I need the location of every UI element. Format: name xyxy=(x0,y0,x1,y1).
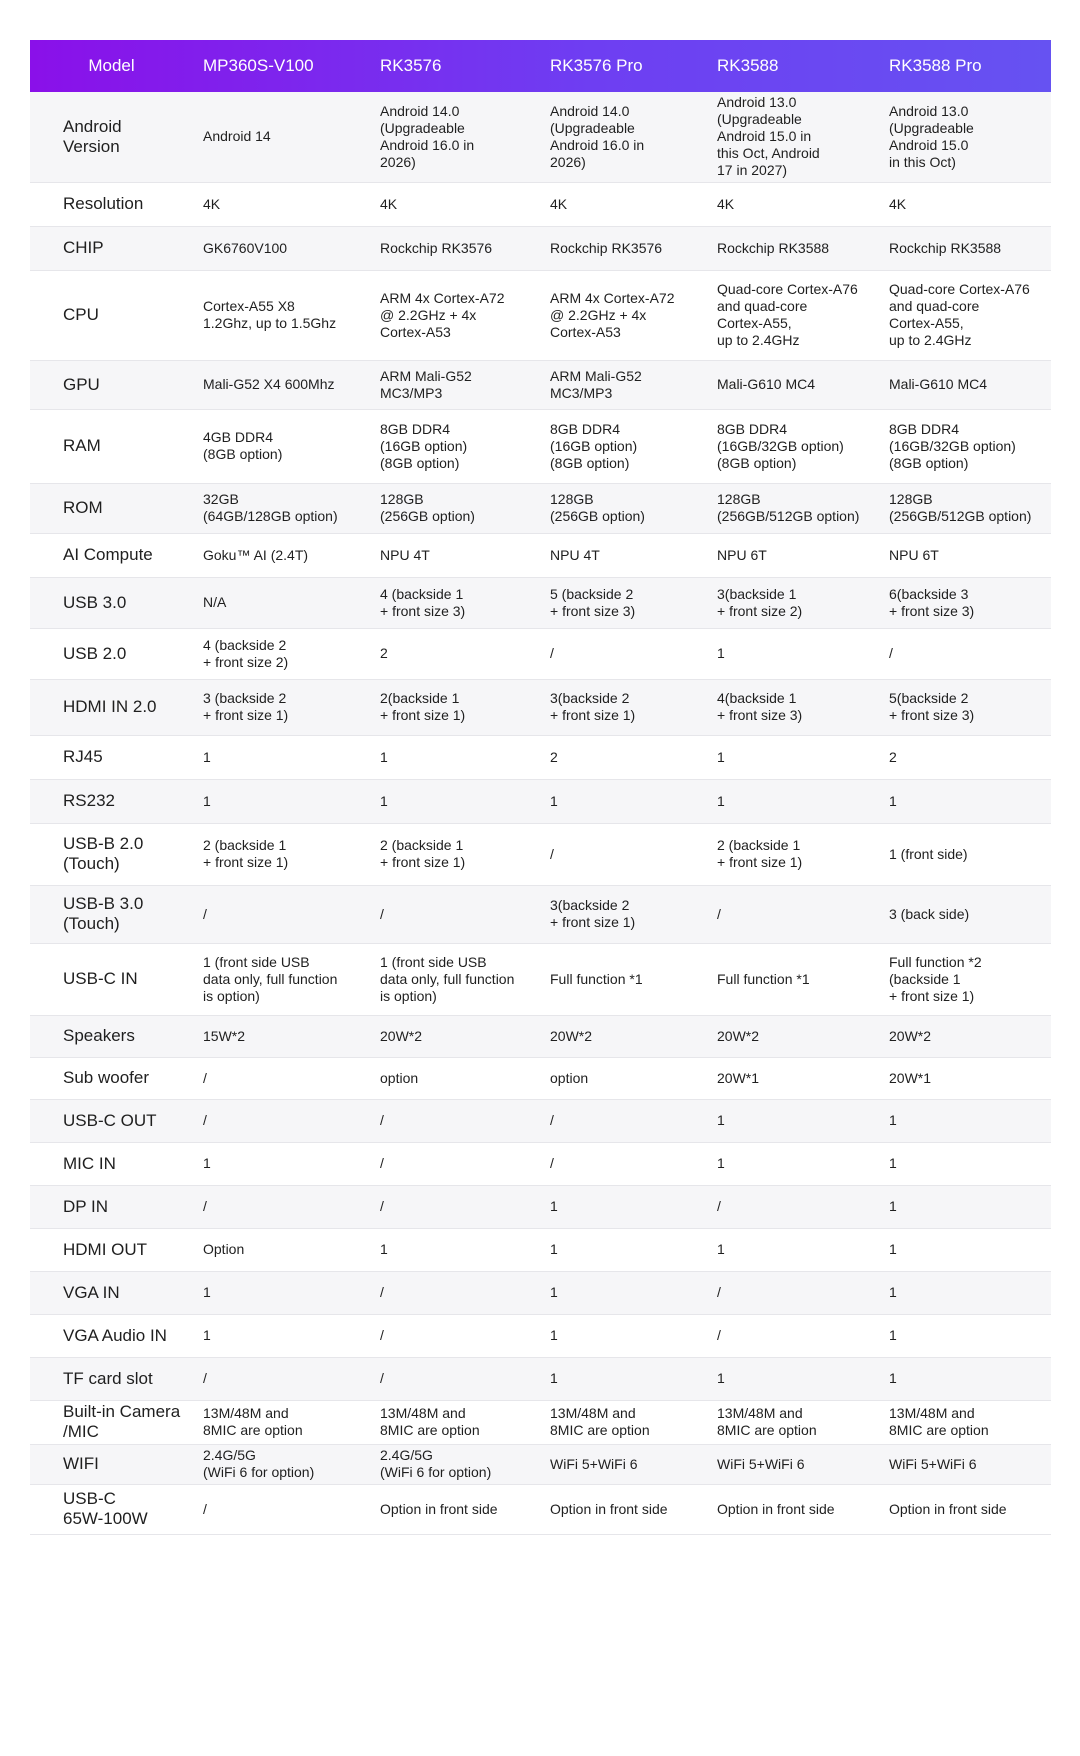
table-cell: / xyxy=(203,1112,207,1128)
table-cell: Android 14 xyxy=(203,128,271,145)
table-cell: / xyxy=(550,1112,554,1128)
table-row xyxy=(30,885,1051,943)
table-cell: 1 xyxy=(889,792,897,809)
table-cell: 1 xyxy=(889,1370,897,1386)
table-row xyxy=(30,679,1051,735)
table-cell: Mali-G52 X4 600Mhz xyxy=(203,376,335,392)
row-label: USB 2.0 xyxy=(63,643,127,663)
table-cell: 1 xyxy=(203,748,211,765)
table-cell: 13M/48M and 8MIC are option xyxy=(717,1405,817,1438)
table-cell: / xyxy=(203,1069,207,1086)
table-cell: 4(backside 1 + front size 3) xyxy=(717,690,803,723)
table-cell: 4 (backside 1 + front size 3) xyxy=(380,585,466,619)
header-rk3588-pro: RK3588 Pro xyxy=(889,56,982,75)
table-cell: 20W*2 xyxy=(889,1027,932,1044)
table-cell: / xyxy=(380,1284,384,1300)
row-label: CPU xyxy=(63,305,99,324)
row-label: GPU xyxy=(63,374,100,394)
table-cell: 4 (backside 2 + front size 2) xyxy=(203,636,289,670)
table-cell: 1 xyxy=(717,1370,725,1386)
spec-table xyxy=(30,40,1051,1535)
table-cell: 3 (back side) xyxy=(889,905,970,922)
table-row xyxy=(30,577,1051,628)
spec-comparison xyxy=(30,40,1051,1535)
table-cell: 1 xyxy=(203,1284,211,1300)
table-row xyxy=(30,1228,1051,1271)
table-row xyxy=(30,483,1051,533)
table-cell: ARM Mali-G52 MC3/MP3 xyxy=(380,367,472,401)
table-cell: 8GB DDR4 (16GB/32GB option) (8GB option) xyxy=(717,420,844,471)
table-cell: 3(backside 2 + front size 1) xyxy=(550,897,636,930)
table-cell: 128GB (256GB option) xyxy=(380,491,475,524)
table-cell: 1 xyxy=(717,1112,725,1128)
table-cell: 2.4G/5G (WiFi 6 for option) xyxy=(203,1447,315,1480)
table-cell: 1 (front side USB data only, full function is option) xyxy=(203,953,338,1004)
table-row xyxy=(30,1357,1051,1400)
table-cell: 20W*1 xyxy=(717,1069,760,1086)
table-row xyxy=(30,1057,1051,1099)
table-cell: 3(backside 1 + front size 2) xyxy=(717,585,803,619)
table-cell: 1 xyxy=(203,792,211,809)
table-cell: 128GB (256GB/512GB option) xyxy=(717,491,860,524)
table-cell: 8GB DDR4 (16GB option) (8GB option) xyxy=(380,420,468,471)
table-cell: / xyxy=(380,1155,384,1171)
table-cell: 1 xyxy=(203,1155,211,1171)
table-cell: WiFi 5+WiFi 6 xyxy=(889,1455,977,1472)
table-cell: Android 14.0 (Upgradeable Android 16.0 in 2026) xyxy=(380,102,475,170)
table-cell: WiFi 5+WiFi 6 xyxy=(550,1455,638,1472)
table-cell: 4K xyxy=(889,195,907,212)
table-row xyxy=(30,533,1051,577)
row-label: USB-C IN xyxy=(63,969,138,988)
table-cell: 128GB (256GB option) xyxy=(550,491,645,524)
table-cell: GK6760V100 xyxy=(203,239,288,256)
table-cell: 2 xyxy=(380,645,388,661)
table-cell: 1 xyxy=(889,1198,897,1214)
table-cell: 1 xyxy=(380,1241,388,1257)
table-cell: 1 (front side USB data only, full function is option) xyxy=(380,953,515,1004)
table-cell: 1 xyxy=(550,792,558,809)
table-cell: 6(backside 3 + front size 3) xyxy=(889,585,975,619)
table-cell: 4K xyxy=(550,195,568,212)
table-cell: 1 xyxy=(550,1370,558,1386)
table-cell: 1 xyxy=(380,748,388,765)
table-cell: 1 xyxy=(203,1327,211,1343)
row-label: USB 3.0 xyxy=(63,592,127,612)
table-row xyxy=(30,1099,1051,1142)
table-cell: Quad-core Cortex-A76 and quad-core Cortex-A55, up to 2.4GHz xyxy=(717,281,858,348)
table-cell: / xyxy=(203,1500,207,1517)
table-cell: 1 (front side) xyxy=(889,845,968,862)
table-cell: Option xyxy=(203,1241,245,1257)
row-label: HDMI OUT xyxy=(63,1239,148,1259)
table-row xyxy=(30,226,1051,270)
table-cell: 8GB DDR4 (16GB option) (8GB option) xyxy=(550,420,638,471)
table-cell: / xyxy=(380,905,384,922)
table-cell: 4K xyxy=(203,195,221,212)
table-cell: 3(backside 2 + front size 1) xyxy=(550,690,636,723)
table-cell: Android 13.0 (Upgradeable Android 15.0 in this Oct) xyxy=(889,102,974,170)
table-cell: ARM 4x Cortex-A72 @ 2.2GHz + 4x Cortex-A53 xyxy=(380,289,505,340)
table-cell: 1 xyxy=(717,748,725,765)
table-cell: 1 xyxy=(550,1198,558,1214)
table-cell: N/A xyxy=(203,594,227,610)
table-cell: 1 xyxy=(889,1155,897,1171)
table-cell: 20W*1 xyxy=(889,1069,932,1086)
table-cell: 4K xyxy=(717,195,735,212)
table-cell: / xyxy=(203,1370,207,1386)
table-cell: 2.4G/5G (WiFi 6 for option) xyxy=(380,1447,492,1480)
table-cell: 1 xyxy=(550,1284,558,1300)
table-cell: Mali-G610 MC4 xyxy=(889,376,988,392)
row-label: ROM xyxy=(63,498,103,517)
table-row xyxy=(30,1484,1051,1534)
row-label: VGA IN xyxy=(63,1282,120,1302)
table-cell: / xyxy=(380,1112,384,1128)
header-rk3576: RK3576 xyxy=(380,56,442,75)
table-cell: / xyxy=(550,1155,554,1171)
row-label: CHIP xyxy=(63,238,104,257)
table-cell: Full function *1 xyxy=(717,970,810,987)
table-row xyxy=(30,779,1051,823)
table-cell: 5 (backside 2 + front size 3) xyxy=(550,585,636,619)
row-label: RJ45 xyxy=(63,747,103,766)
row-label: DP IN xyxy=(63,1196,109,1216)
table-row xyxy=(30,735,1051,779)
table-cell: 1 xyxy=(717,1241,725,1257)
row-label: RAM xyxy=(63,436,101,455)
table-cell: Quad-core Cortex-A76 and quad-core Cortex-A55, up to 2.4GHz xyxy=(889,281,1030,348)
table-cell: 1 xyxy=(717,1155,725,1171)
table-cell: Full function *2 (backside 1 + front size 1) xyxy=(889,953,982,1004)
table-row xyxy=(30,360,1051,409)
table-cell: 13M/48M and 8MIC are option xyxy=(380,1405,480,1438)
row-label: Sub woofer xyxy=(63,1068,149,1087)
table-cell: 20W*2 xyxy=(380,1027,423,1044)
row-label: Speakers xyxy=(63,1026,135,1045)
table-cell: / xyxy=(889,645,893,661)
table-cell: 1 xyxy=(889,1284,897,1300)
row-label: Built-in Camera /MIC xyxy=(63,1402,181,1441)
table-cell: 1 xyxy=(550,1327,558,1343)
row-label: TF card slot xyxy=(63,1368,153,1388)
table-cell: / xyxy=(717,1284,721,1300)
table-row xyxy=(30,1314,1051,1357)
table-row xyxy=(30,1142,1051,1185)
table-cell: 13M/48M and 8MIC are option xyxy=(889,1405,989,1438)
table-header xyxy=(30,40,1051,92)
table-cell: option xyxy=(380,1069,419,1086)
table-cell: / xyxy=(550,845,554,862)
table-row xyxy=(30,92,1051,182)
table-cell: / xyxy=(203,905,207,922)
table-cell: Rockchip RK3576 xyxy=(380,239,493,256)
table-cell: 1 xyxy=(380,792,388,809)
table-row xyxy=(30,1015,1051,1057)
table-cell: 8GB DDR4 (16GB/32GB option) (8GB option) xyxy=(889,420,1016,471)
table-cell: NPU 4T xyxy=(550,546,600,563)
row-label: WIFI xyxy=(63,1454,99,1473)
table-cell: Full function *1 xyxy=(550,970,643,987)
table-cell: 32GB (64GB/128GB option) xyxy=(203,491,338,524)
table-row xyxy=(30,1444,1051,1484)
table-cell: 2 (backside 1 + front size 1) xyxy=(380,837,466,870)
table-cell: 2 xyxy=(550,748,558,765)
row-label: RS232 xyxy=(63,791,115,810)
table-cell: 1 xyxy=(889,1241,897,1257)
table-cell: 2 (backside 1 + front size 1) xyxy=(717,837,803,870)
row-label: Resolution xyxy=(63,194,144,213)
table-cell: / xyxy=(380,1370,384,1386)
row-label: USB-C 65W-100W xyxy=(63,1489,148,1528)
table-body xyxy=(30,92,1051,1534)
table-cell: / xyxy=(717,1198,721,1214)
table-cell: Rockchip RK3588 xyxy=(717,239,830,256)
table-cell: Goku™ AI (2.4T) xyxy=(203,546,309,563)
table-cell: 128GB (256GB/512GB option) xyxy=(889,491,1032,524)
table-cell: Rockchip RK3576 xyxy=(550,239,663,256)
table-cell: 2(backside 1 + front size 1) xyxy=(380,690,466,723)
table-cell: Option in front side xyxy=(380,1500,498,1517)
table-cell: NPU 6T xyxy=(717,546,767,563)
table-cell: / xyxy=(203,1198,207,1214)
table-cell: 20W*2 xyxy=(550,1027,593,1044)
table-cell: 4K xyxy=(380,195,398,212)
table-cell: 1 xyxy=(889,1327,897,1343)
table-cell: 1 xyxy=(550,1241,558,1257)
table-cell: Android 14.0 (Upgradeable Android 16.0 in 2026) xyxy=(550,102,645,170)
table-cell: 13M/48M and 8MIC are option xyxy=(550,1405,650,1438)
table-cell: 1 xyxy=(717,792,725,809)
table-cell: Rockchip RK3588 xyxy=(889,239,1002,256)
header-row xyxy=(30,40,1051,92)
row-label: VGA Audio IN xyxy=(63,1325,167,1345)
row-label: AI Compute xyxy=(63,545,153,564)
table-cell: Option in front side xyxy=(717,1500,835,1517)
table-cell: / xyxy=(380,1327,384,1343)
row-label: HDMI IN 2.0 xyxy=(63,697,157,716)
header-mp360s-v100: MP360S-V100 xyxy=(203,56,314,75)
table-row xyxy=(30,182,1051,226)
row-label: MIC IN xyxy=(63,1153,116,1173)
row-label: USB-B 2.0 (Touch) xyxy=(63,834,144,873)
table-cell: / xyxy=(717,1327,721,1343)
table-cell: / xyxy=(550,645,554,661)
table-cell: 2 xyxy=(889,748,897,765)
table-cell: Android 13.0 (Upgradeable Android 15.0 in this Oct, Android 17 in 2027) xyxy=(717,94,820,179)
table-cell: NPU 4T xyxy=(380,546,430,563)
table-row xyxy=(30,943,1051,1015)
row-label: Android Version xyxy=(63,116,122,156)
table-cell: Option in front side xyxy=(550,1500,668,1517)
table-cell: 5(backside 2 + front size 3) xyxy=(889,690,975,723)
table-cell: 3 (backside 2 + front size 1) xyxy=(203,690,289,723)
table-cell: ARM Mali-G52 MC3/MP3 xyxy=(550,367,642,401)
table-cell: / xyxy=(717,905,721,922)
table-cell: NPU 6T xyxy=(889,546,939,563)
row-label: USB-C OUT xyxy=(63,1110,157,1130)
table-row xyxy=(30,1185,1051,1228)
table-cell: Mali-G610 MC4 xyxy=(717,376,816,392)
table-cell: 13M/48M and 8MIC are option xyxy=(203,1405,303,1438)
table-cell: 4GB DDR4 (8GB option) xyxy=(203,429,283,462)
table-row xyxy=(30,409,1051,483)
table-cell: WiFi 5+WiFi 6 xyxy=(717,1455,805,1472)
header-rk3588: RK3588 xyxy=(717,56,779,75)
table-cell: / xyxy=(380,1198,384,1214)
table-cell: 15W*2 xyxy=(203,1027,246,1044)
table-cell: 1 xyxy=(889,1112,897,1128)
table-row xyxy=(30,270,1051,360)
table-cell: Cortex-A55 X8 1.2Ghz, up to 1.5Ghz xyxy=(203,298,337,331)
header-model: Model xyxy=(88,56,135,75)
table-cell: Option in front side xyxy=(889,1500,1007,1517)
table-cell: option xyxy=(550,1069,589,1086)
table-cell: ARM 4x Cortex-A72 @ 2.2GHz + 4x Cortex-A53 xyxy=(550,289,675,340)
table-cell: 20W*2 xyxy=(717,1027,760,1044)
table-cell: 2 (backside 1 + front size 1) xyxy=(203,837,289,870)
table-row xyxy=(30,628,1051,679)
table-row xyxy=(30,1400,1051,1444)
table-row xyxy=(30,1271,1051,1314)
row-label: USB-B 3.0 (Touch) xyxy=(63,894,144,933)
table-cell: 1 xyxy=(717,645,725,661)
table-row xyxy=(30,823,1051,885)
header-rk3576-pro: RK3576 Pro xyxy=(550,56,643,75)
